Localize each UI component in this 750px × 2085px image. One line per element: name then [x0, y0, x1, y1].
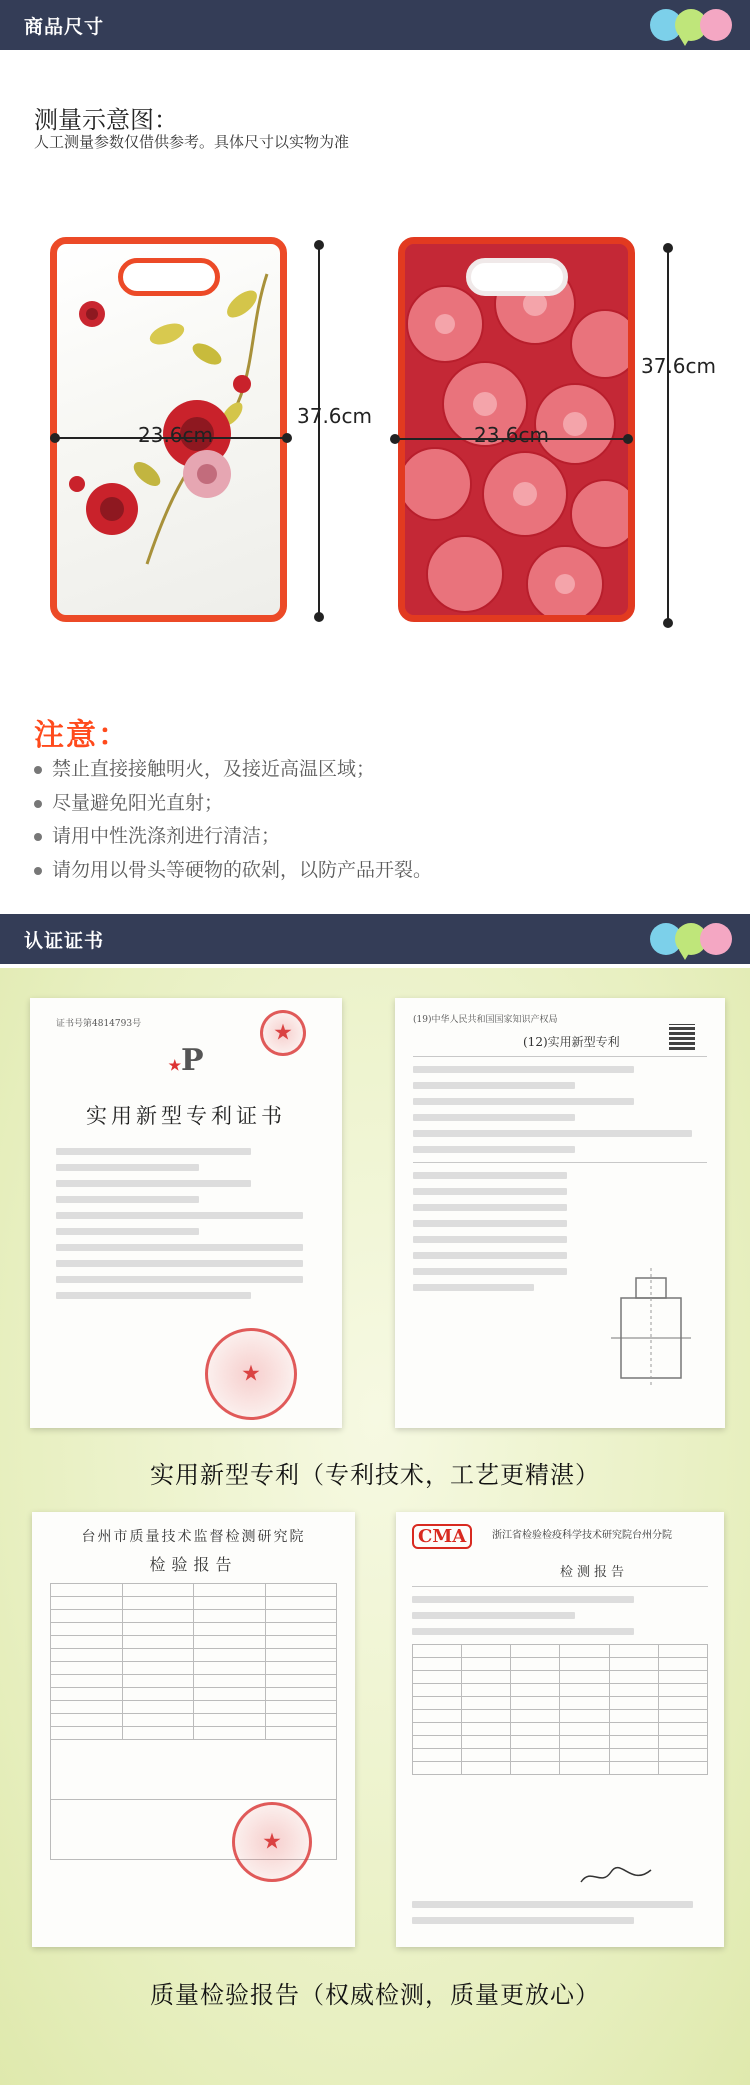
cma-test-report-image	[396, 1512, 724, 1947]
official-seal-icon	[205, 1328, 297, 1420]
patent-doc-header: (19)中华人民共和国国家知识产权局	[413, 1015, 558, 1025]
patent-logo-icon: ★P	[168, 1043, 204, 1078]
board1-width-label: 23.6cm	[138, 423, 214, 447]
decorative-dots-icon	[650, 9, 732, 49]
notice-title: 注意：	[34, 718, 130, 753]
board1-height-label: 37.6cm	[297, 404, 373, 428]
cma-logo-icon: CMA	[412, 1524, 472, 1549]
section-title: 认证证书	[24, 930, 105, 952]
board-handle	[466, 258, 568, 296]
patent-document-image	[395, 998, 725, 1428]
notice-item: 尽量避免阳光直射；	[34, 787, 432, 821]
inspection-title: 检验报告	[149, 1555, 238, 1574]
caption-patent: 实用新型专利（专利技术，工艺更精湛）	[150, 1461, 600, 1489]
board1-height-line	[318, 245, 320, 617]
qr-code-icon	[669, 1024, 695, 1050]
patent-doc-type: (12)实用新型专利	[523, 1035, 620, 1049]
notice-item: 禁止直接接触明火，及接近高温区域；	[34, 753, 432, 787]
board2-height-label: 37.6cm	[641, 354, 717, 378]
technical-drawing-icon	[591, 1268, 711, 1398]
notice-item: 请勿用以骨头等硬物的砍剁，以防产品开裂。	[34, 854, 432, 888]
patent-certificate-image	[30, 998, 342, 1428]
caption-inspection: 质量检验报告（权威检测，质量更放心）	[150, 1981, 600, 2009]
measure-title: 测量示意图：	[34, 106, 178, 134]
cma-title: 检测报告	[559, 1565, 628, 1580]
inspection-report-image	[32, 1512, 355, 1947]
official-seal-icon	[260, 1010, 306, 1056]
signature-icon	[576, 1862, 656, 1892]
cma-org: 浙江省检验检疫科学技术研究院台州分院	[492, 1530, 672, 1541]
inspection-org: 台州市质量技术监督检测研究院	[81, 1529, 306, 1545]
official-seal-icon	[232, 1802, 312, 1882]
section-title: 商品尺寸	[24, 16, 105, 38]
patent-certificate-title: 实用新型专利证书	[86, 1104, 286, 1128]
certificate-number: 证书号第4814793号	[56, 1019, 142, 1029]
notice-list	[34, 753, 432, 887]
section-header-size	[0, 0, 750, 50]
section-header-certs	[0, 914, 750, 964]
decorative-dots-icon	[650, 923, 732, 963]
notice-item: 请用中性洗涤剂进行清洁；	[34, 820, 432, 854]
board2-height-line	[667, 248, 669, 623]
board2-width-label: 23.6cm	[474, 423, 550, 447]
measure-note: 人工测量参数仅借供参考。具体尺寸以实物为准	[34, 133, 350, 151]
